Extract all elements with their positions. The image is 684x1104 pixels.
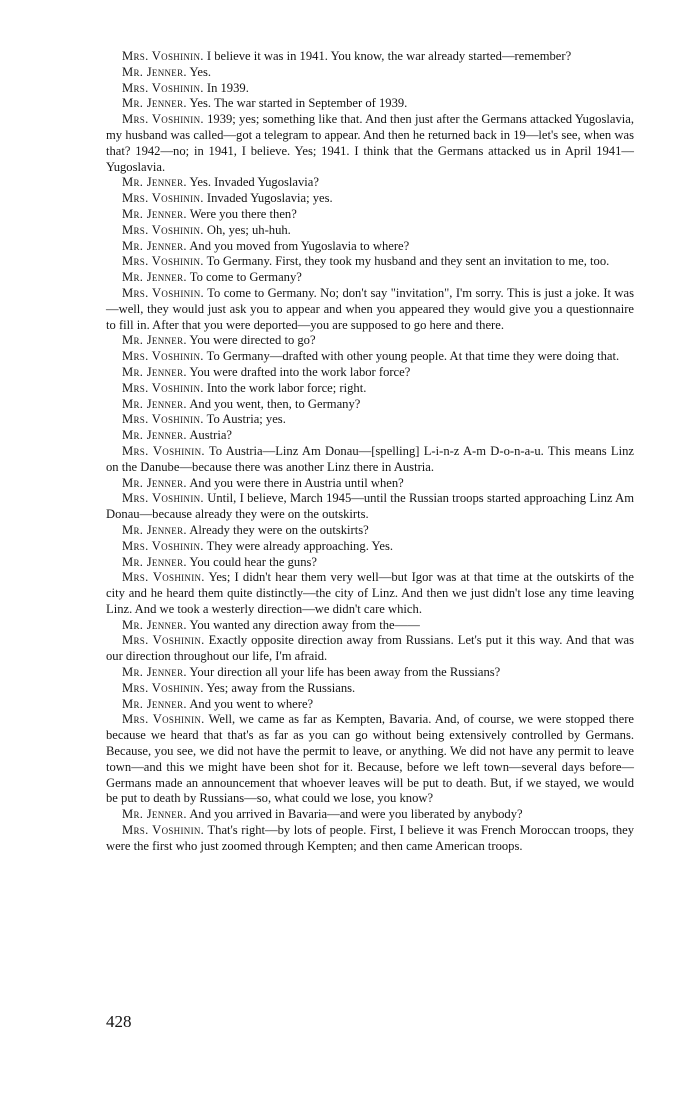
testimony-text: Well, we came as far as Kempten, Bavaria. And, of course, we were stopped there because we heard that that's as far as you can go without being extensively controlled by Germans. Because, you see, we did not have the permit to leave, or anything. We did not have any permit to leave town—and this we might have been shot for it. Because, before we left town—several days before—Germans made an announcement that whoever leaves will be put to death. But, if we stayed, we would be put to death by Russians—so, what could we lose, you know? — [106, 712, 635, 806]
testimony-paragraph — [106, 412, 634, 428]
testimony-text: Already they were on the outskirts? — [189, 522, 369, 537]
speaker-name: Mrs. Voshinin. — [122, 633, 205, 648]
testimony-text: Your direction all your life has been away from the Russians? — [189, 665, 501, 680]
testimony-paragraph — [106, 555, 634, 571]
testimony-text: Yes; away from the Russians. — [206, 680, 356, 695]
testimony-paragraph — [106, 191, 634, 207]
testimony-text: Into the work labor force; right. — [206, 380, 367, 395]
testimony-text: You were drafted into the work labor force? — [189, 364, 411, 379]
speaker-name: Mr. Jenner. — [122, 96, 187, 111]
testimony-text: That's right—by lots of people. First, I believe it was French Moroccan troops, they were the first who just zoomed through Kempten; and then came American troops. — [106, 823, 634, 853]
testimony-paragraph — [106, 49, 634, 65]
page-number: 428 — [106, 1012, 132, 1031]
testimony-text: To Austria—Linz Am Donau—[spelling] L-i-n-z A-m D-o-n-a-u. This means Linz on the Danube—because there was another Linz there in Austria. — [106, 443, 635, 474]
testimony-paragraph — [106, 397, 634, 413]
testimony-text: They were already approaching. Yes. — [206, 538, 394, 553]
speaker-name: Mrs. Voshinin. — [122, 49, 204, 63]
testimony-paragraph — [106, 254, 634, 270]
speaker-name: Mr. Jenner. — [122, 270, 187, 285]
testimony-paragraph — [106, 270, 634, 286]
testimony-text: You were directed to go? — [189, 333, 316, 348]
testimony-text: Were you there then? — [189, 206, 297, 221]
testimony-paragraph — [106, 618, 634, 634]
speaker-name: Mrs. Voshinin. — [122, 538, 204, 553]
testimony-paragraph — [106, 286, 634, 333]
speaker-name: Mr. Jenner. — [122, 396, 187, 411]
testimony-text: And you went to where? — [189, 696, 314, 711]
speaker-name: Mrs. Voshinin. — [122, 112, 204, 127]
testimony-text: Exactly opposite direction away from Russians. Let's put it this way. And that was our direction throughout our life, I'm afraid. — [106, 633, 635, 664]
testimony-text: Yes. — [189, 64, 212, 79]
testimony-text: You wanted any direction away from the—— — [189, 617, 420, 632]
testimony-text: And you went, then, to Germany? — [189, 396, 361, 411]
testimony-text: You could hear the guns? — [189, 554, 317, 569]
testimony-paragraph — [106, 428, 634, 444]
speaker-name: Mrs. Voshinin. — [122, 380, 204, 395]
speaker-name: Mr. Jenner. — [122, 554, 187, 569]
testimony-paragraph — [106, 633, 634, 665]
testimony-text: Yes. The war started in September of 1939. — [189, 96, 408, 111]
testimony-paragraph — [106, 807, 634, 823]
speaker-name: Mr. Jenner. — [122, 475, 187, 490]
speaker-name: Mr. Jenner. — [122, 807, 187, 822]
speaker-name: Mrs. Voshinin. — [122, 285, 204, 300]
testimony-text: Invaded Yugoslavia; yes. — [206, 191, 333, 206]
testimony-paragraph — [106, 112, 634, 175]
testimony-text: To Germany—drafted with other young people. At that time they were doing that. — [206, 349, 620, 364]
speaker-name: Mr. Jenner. — [122, 522, 187, 537]
speaker-name: Mrs. Voshinin. — [122, 80, 204, 95]
testimony-paragraph — [106, 697, 634, 713]
speaker-name: Mr. Jenner. — [122, 238, 187, 253]
testimony-paragraph — [106, 665, 634, 681]
testimony-text: Until, I believe, March 1945—until the Russian troops started approaching Linz Am Donau—because already they were on the outskirts. — [106, 491, 635, 522]
testimony-paragraph — [106, 823, 634, 855]
speaker-name: Mrs. Voshinin. — [122, 823, 205, 838]
testimony-text: In 1939. — [206, 80, 249, 95]
speaker-name: Mrs. Voshinin. — [122, 570, 205, 585]
transcript-page — [106, 49, 634, 855]
testimony-paragraph — [106, 476, 634, 492]
testimony-paragraph — [106, 81, 634, 97]
testimony-paragraph — [106, 381, 634, 397]
testimony-paragraph — [106, 175, 634, 191]
speaker-name: Mrs. Voshinin. — [122, 349, 204, 364]
speaker-name: Mrs. Voshinin. — [122, 712, 205, 727]
testimony-paragraph — [106, 207, 634, 223]
testimony-text: To Germany. First, they took my husband and they sent an invitation to me, too. — [206, 254, 610, 269]
testimony-paragraph — [106, 523, 634, 539]
speaker-name: Mrs. Voshinin. — [122, 222, 204, 237]
testimony-paragraph — [106, 349, 634, 365]
testimony-text: Yes; I didn't hear them very well—but Igor was at that time at the outskirts of the city and he heard them quite distinctly—the city of Linz. And then we just didn't lose any time leaving Linz. And we took a westerly direction—we didn't care which. — [106, 570, 634, 616]
testimony-text: 1939; yes; something like that. And then just after the Germans attacked Yugoslavia, my husband was called—got a telegram to appear. And then he returned back in 19—let's see, when was that? 1942—no; in 1941, I believe. Yes; 1941. I think that the Germans attacked us in April 1941—Yugoslavia. — [106, 112, 634, 174]
testimony-text: Austria? — [189, 428, 232, 443]
speaker-name: Mr. Jenner. — [122, 364, 187, 379]
testimony-paragraph — [106, 444, 634, 476]
testimony-paragraph — [106, 333, 634, 349]
speaker-name: Mrs. Voshinin. — [122, 443, 205, 458]
testimony-text: To come to Germany? — [189, 270, 302, 285]
testimony-paragraph — [106, 570, 634, 617]
testimony-paragraph — [106, 65, 634, 81]
testimony-paragraph — [106, 681, 634, 697]
testimony-text: To come to Germany. No; don't say "invitation", I'm sorry. This is just a joke. It was—well, they would just ask you to appear and when you appeared they would give you a questionnaire to fill in. After that you were deported—you are supposed to go here and there. — [106, 285, 635, 332]
testimony-text: I believe it was in 1941. You know, the war already started—remember? — [206, 49, 572, 63]
testimony-text: And you were there in Austria until when? — [189, 475, 404, 490]
speaker-name: Mrs. Voshinin. — [122, 254, 204, 269]
testimony-paragraph — [106, 223, 634, 239]
testimony-paragraph — [106, 96, 634, 112]
speaker-name: Mr. Jenner. — [122, 665, 187, 680]
testimony-paragraph — [106, 239, 634, 255]
speaker-name: Mr. Jenner. — [122, 64, 187, 79]
testimony-text: And you moved from Yugoslavia to where? — [189, 238, 410, 253]
speaker-name: Mrs. Voshinin. — [122, 191, 204, 206]
speaker-name: Mr. Jenner. — [122, 206, 187, 221]
testimony-text: Oh, yes; uh-huh. — [206, 222, 291, 237]
testimony-text: To Austria; yes. — [206, 412, 286, 427]
speaker-name: Mr. Jenner. — [122, 696, 187, 711]
speaker-name: Mr. Jenner. — [122, 428, 187, 443]
testimony-paragraph — [106, 365, 634, 381]
testimony-paragraph — [106, 491, 634, 523]
testimony-text: Yes. Invaded Yugoslavia? — [189, 175, 319, 190]
speaker-name: Mr. Jenner. — [122, 617, 187, 632]
speaker-name: Mrs. Voshinin. — [122, 680, 204, 695]
testimony-paragraph — [106, 539, 634, 555]
speaker-name: Mr. Jenner. — [122, 175, 187, 190]
testimony-paragraph — [106, 712, 634, 807]
speaker-name: Mrs. Voshinin. — [122, 491, 204, 506]
speaker-name: Mrs. Voshinin. — [122, 412, 204, 427]
testimony-text: And you arrived in Bavaria—and were you liberated by anybody? — [189, 807, 523, 822]
speaker-name: Mr. Jenner. — [122, 333, 187, 348]
